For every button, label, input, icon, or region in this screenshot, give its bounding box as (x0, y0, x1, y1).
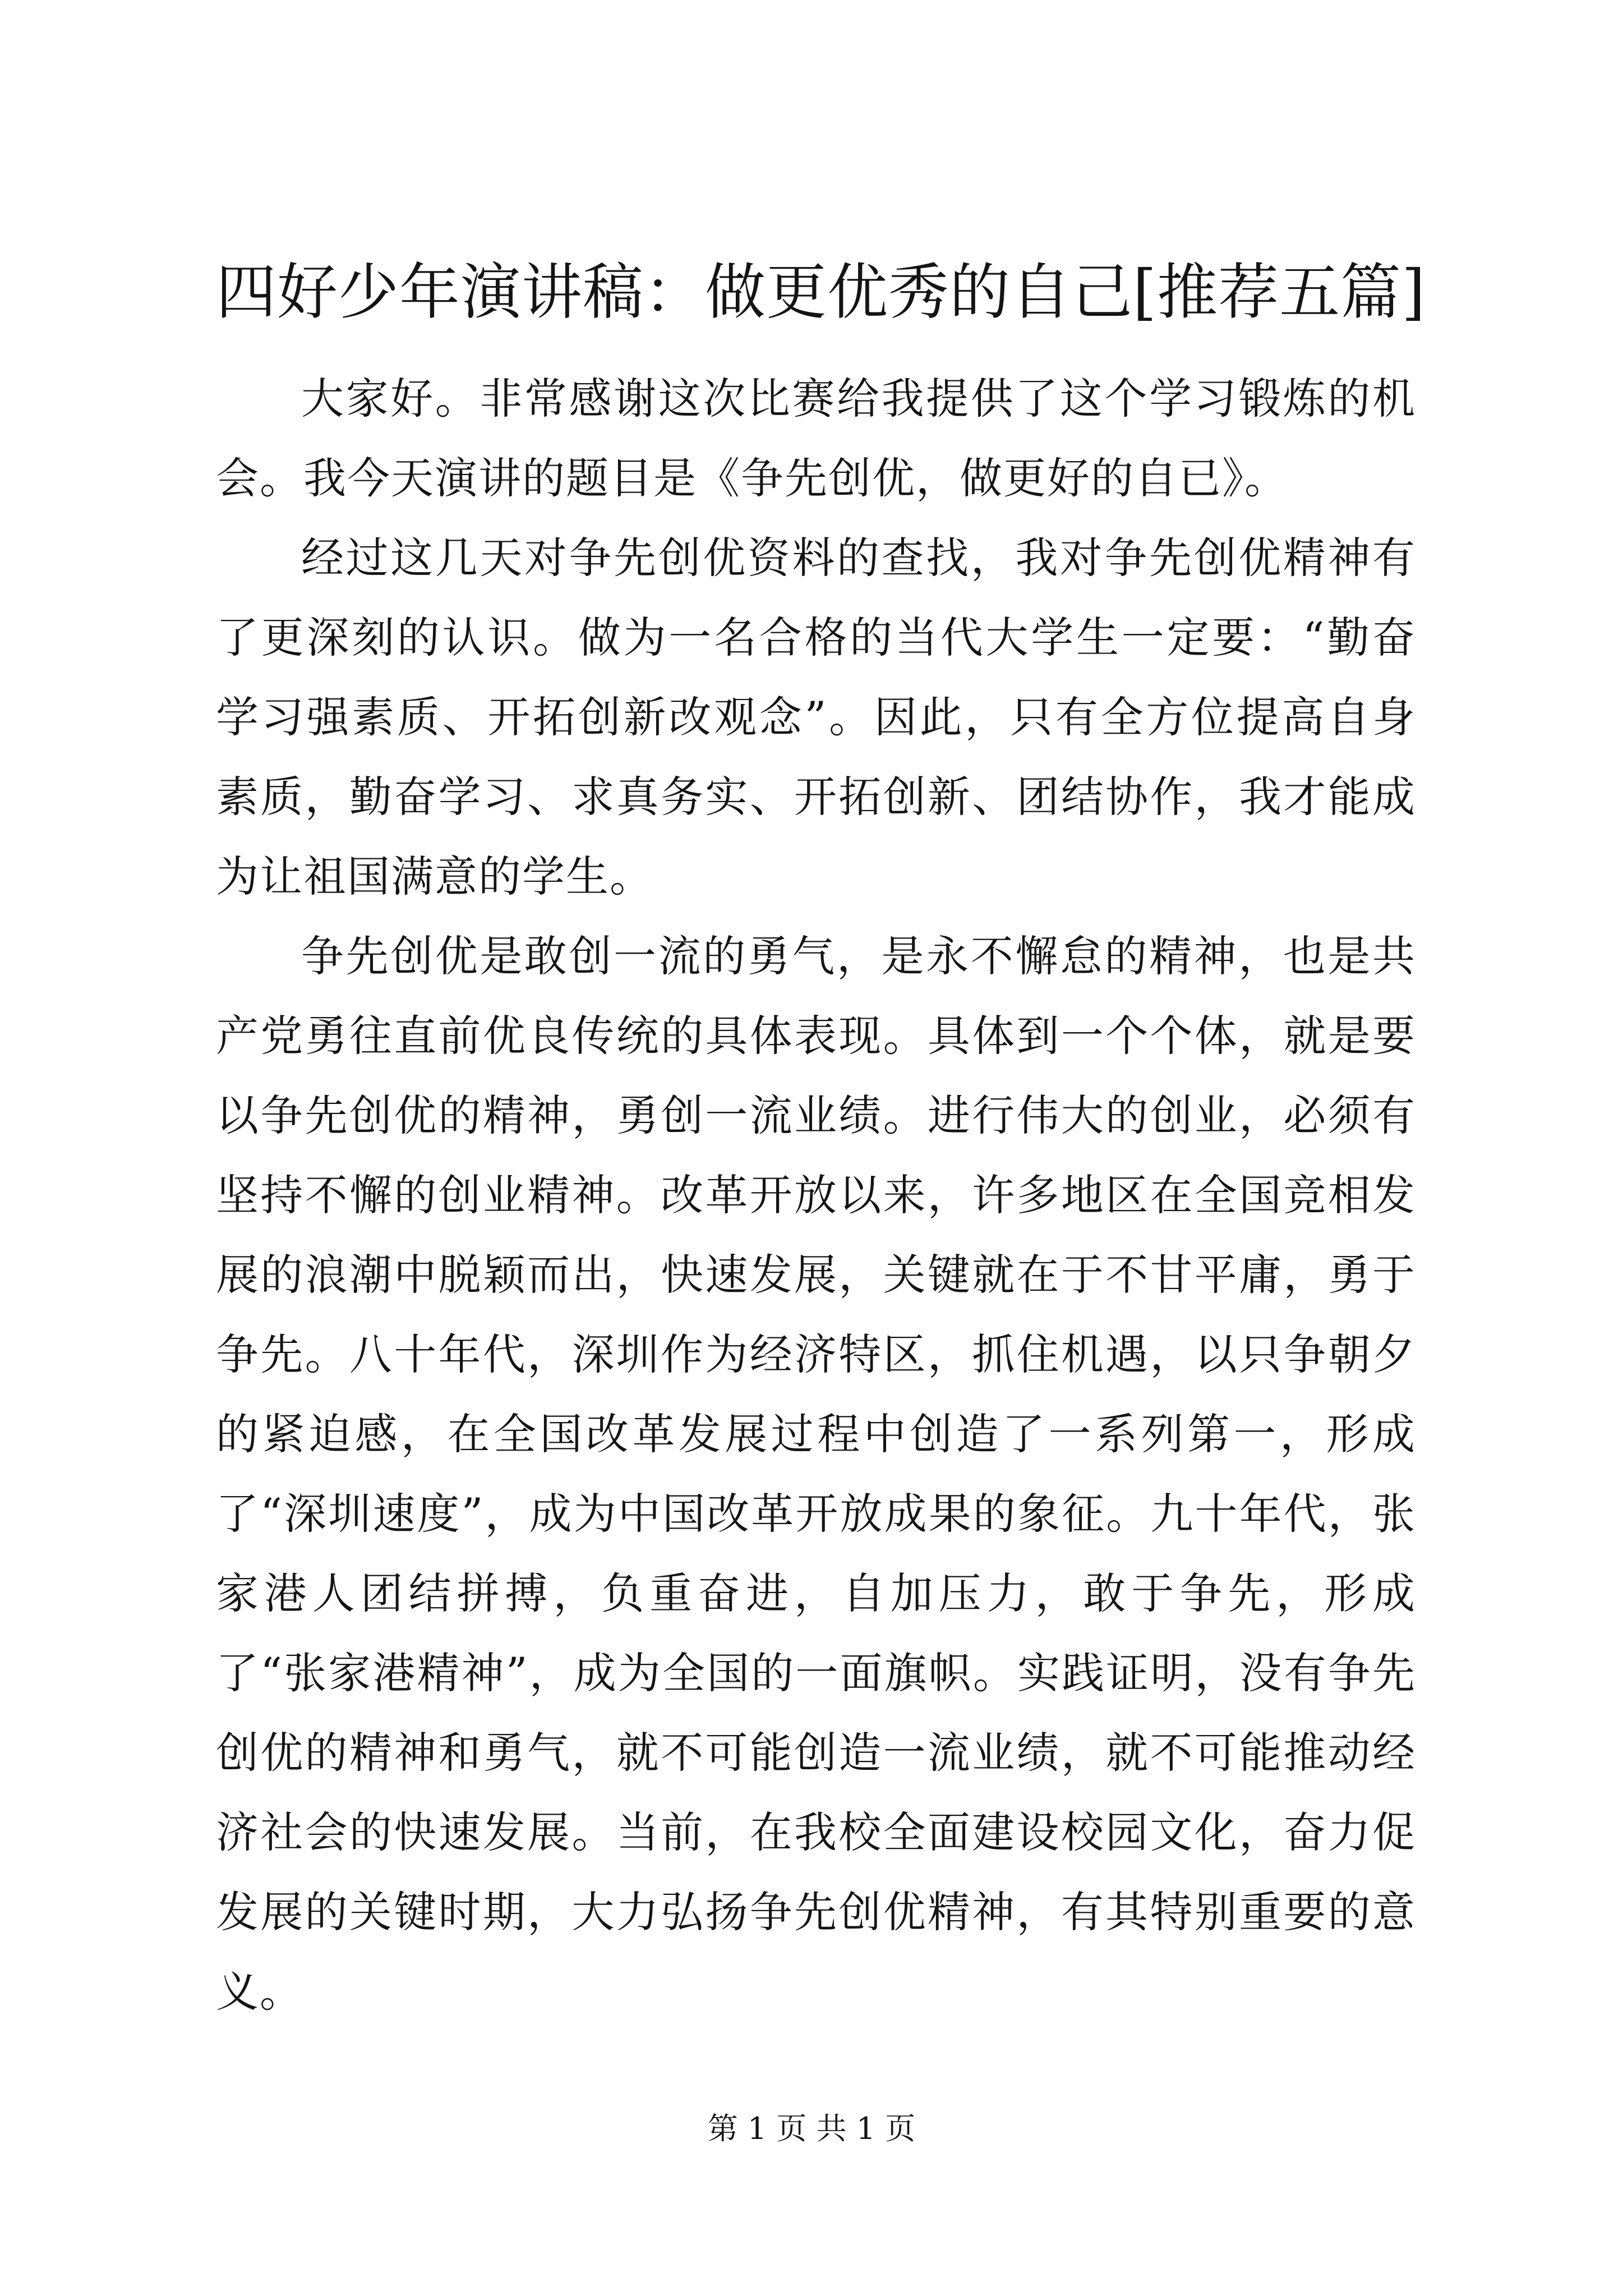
document-body (216, 359, 1416, 2032)
paragraph: 大家好。非常感谢这次比赛给我提供了这个学习锻炼的机会。我今天演讲的题目是《争先创优，做更好的自已》。 (216, 374, 1416, 503)
paragraph: 争先创优是敢创一流的勇气，是永不懈怠的精神，也是共产党勇往直前优良传统的具体表现。具体到一个个体，就是要以争先创优的精神，勇创一流业绩。进行伟大的创业，必须有坚持不懈的创业精神。改革开放以来，许多地区在全国竞相发展的浪潮中脱颖而出，快速发展，关键就在于不甘平庸，勇于争先。八十年代，深圳作为经济特区，抓住机遇，以只争朝夕的紧迫感，在全国改革发展过程中创造了一系列第一，形成了“深圳速度”，成为中国改革开放成果的象征。九十年代，张家港人团结拼搏，负重奋进，自加压力，敢于争先，形成了“张家港精神”，成为全国的一面旗帜。实践证明，没有争先创优的精神和勇气，就不可能创造一流业绩，就不可能推动经济社会的快速发展。当前，在我校全面建设校园文化，奋力促发展的关键时期，大力弘扬争先创优精神，有其特别重要的意义。 (216, 931, 1416, 2017)
page-footer: 第 1 页 共 1 页 (707, 2111, 916, 2146)
paragraph: 经过这几天对争先创优资料的查找，我对争先创优精神有了更深刻的认识。做为一名合格的当代大学生一定要：“勤奋学习强素质、开拓创新改观念”。因此，只有全方位提高自身素质，勤奋学习、求真务实、开拓创新、团结协作，我才能成为让祖国满意的学生。 (216, 533, 1416, 901)
document-title: 四好少年演讲稿：做更优秀的自己[推荐五篇] (216, 257, 1426, 328)
